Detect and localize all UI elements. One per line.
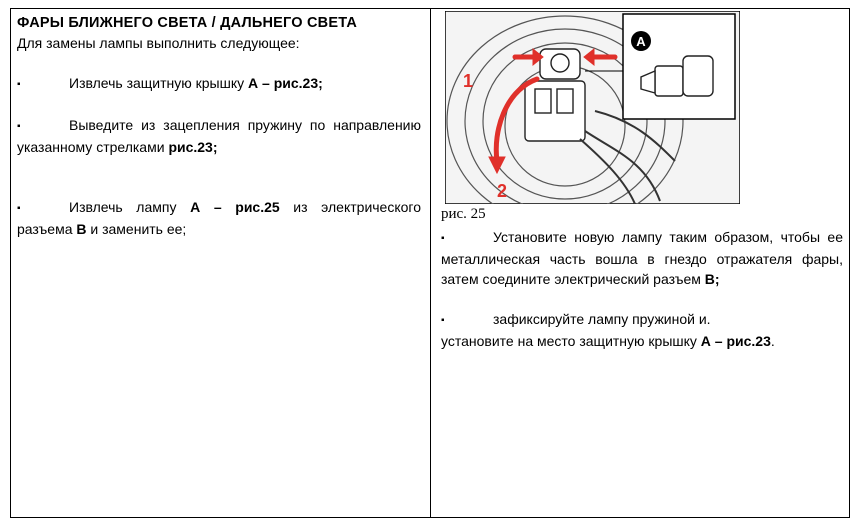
step-1: ▪ Извлечь защитную крышку А – рис.23; <box>17 73 421 95</box>
section-heading: ФАРЫ БЛИЖНЕГО СВЕТА / ДАЛЬНЕГО СВЕТА <box>17 15 358 31</box>
step-5: ▪ зафиксируйте лампу пружиной и. <box>441 309 843 331</box>
step-3: ▪ Извлечь лампу А – рис.25 из электрического разъема В и заменить ее; <box>17 199 421 237</box>
bullet-icon: ▪ <box>441 315 445 326</box>
label-1: 1 <box>463 71 474 91</box>
bullet-icon: ▪ <box>17 203 21 214</box>
label-A: A <box>636 34 646 49</box>
right-steps <box>441 227 843 351</box>
step-2: ▪ Выведите из зацепления пружину по направлению указанному стрелками рис.23; <box>17 117 421 155</box>
column-divider <box>430 9 431 517</box>
bullet-icon: ▪ <box>441 233 445 244</box>
bullet-icon: ▪ <box>17 121 21 132</box>
label-2: 2 <box>497 181 508 201</box>
step-4: ▪ Установите новую лампу таким образом, чтобы ее металлическая часть вошла в гнездо отражателя фары, затем соедините электрический разъем В; <box>441 229 843 287</box>
bullet-icon: ▪ <box>17 79 21 90</box>
headlight-figure <box>445 11 740 204</box>
instruction-table <box>10 8 850 518</box>
step-6: установите на место защитную крышку А – рис.23. <box>441 333 775 349</box>
left-column <box>17 13 421 239</box>
figure-caption: рис. 25 <box>441 206 486 222</box>
intro-text: Для замены лампы выполнить следующее: <box>17 35 300 51</box>
